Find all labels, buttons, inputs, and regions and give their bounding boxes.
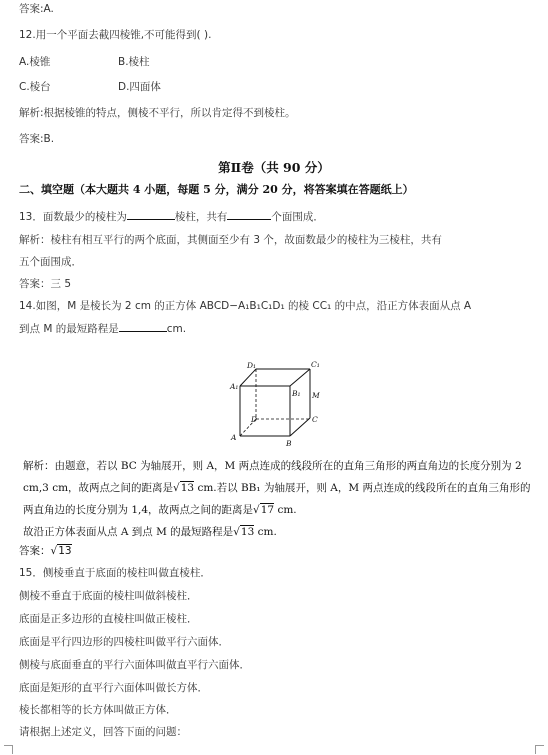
- analysis-14-line-2: [23, 481, 530, 495]
- label-d1: D₁: [247, 361, 257, 370]
- q13-blank-1[interactable]: [127, 209, 175, 220]
- definition-3: 底面是平行四边形的四棱柱叫做平行六面体．: [19, 636, 229, 648]
- answer-a: 答案:A.: [19, 3, 54, 15]
- label-c1: C₁: [311, 360, 320, 369]
- answer-b: 答案:B.: [19, 133, 55, 145]
- a14-3-radicand: 17: [260, 504, 275, 516]
- section-title: 第Ⅱ卷（共 90 分）: [218, 160, 330, 175]
- q13-blank-2[interactable]: [227, 209, 271, 220]
- analysis-14-line-3: [23, 503, 297, 517]
- analysis-13-line-1: 解析：棱柱有相互平行的两个底面，其侧面至少有 3 个，故面数最少的棱柱为三棱柱，共有: [19, 234, 442, 246]
- question-13: [19, 209, 324, 224]
- question-15: 15．侧棱垂直于底面的棱柱叫做直棱柱．: [19, 567, 211, 579]
- option-d: D.四面体: [118, 81, 161, 93]
- page-corner-mark: [4, 745, 13, 754]
- option-c: C.棱台: [19, 81, 51, 93]
- answer-13: 答案：三 5: [19, 278, 72, 290]
- q13-text-1: 13．面数最少的棱柱为: [19, 211, 127, 223]
- label-d: D: [251, 415, 258, 424]
- a14-2-radicand: 13: [180, 482, 195, 494]
- label-a: A: [231, 433, 237, 442]
- q14-text-1: 到点 M 的最短路程是: [19, 323, 119, 335]
- label-c: C: [312, 415, 318, 424]
- question-14-line-2: [19, 321, 186, 336]
- a14-3-text-2: cm.: [274, 504, 297, 516]
- a14-4-text-1: 故沿正方体表面从点 A 到点 M 的最短路程是: [23, 526, 234, 538]
- option-a: A.棱锥: [19, 56, 51, 68]
- ans14-label: 答案：: [19, 545, 51, 557]
- label-a1: A₁: [230, 382, 239, 391]
- q13-text-3: 个面围成．: [271, 211, 324, 223]
- label-b1: B₁: [292, 389, 301, 398]
- analysis-14-line-1: 解析：由题意，若以 BC 为轴展开，则 A，M 两点连成的线段所在的直角三角形的两直角边的长度分别为 2: [23, 460, 522, 472]
- label-b: B: [286, 439, 292, 448]
- definition-4: 侧棱与底面垂直的平行六面体叫做直平行六面体．: [19, 659, 250, 671]
- sqrt-icon: √: [50, 545, 58, 557]
- sqrt-icon: √: [233, 526, 240, 538]
- definition-2: 底面是正多边形的直棱柱叫做正棱柱．: [19, 613, 198, 625]
- a14-2-text-1: cm,3 cm，故两点之间的距离是: [23, 482, 174, 494]
- instruction: 请根据上述定义，回答下面的问题：: [19, 726, 187, 738]
- part-heading: 二、填空题（本大题共 4 小题，每题 5 分，满分 20 分，将答案填在答题纸上）: [19, 183, 414, 196]
- q14-text-2: cm.: [166, 323, 187, 335]
- sqrt-icon: √: [173, 482, 180, 494]
- analysis-13-line-2: 五个面围成．: [19, 256, 82, 268]
- definition-1: 侧棱不垂直于底面的棱柱叫做斜棱柱．: [19, 590, 198, 602]
- ans14-radicand: 13: [58, 545, 72, 557]
- definition-6: 棱长都相等的长方体叫做正方体．: [19, 704, 177, 716]
- answer-14: [19, 544, 72, 558]
- definition-5: 底面是矩形的直平行六面体叫做长方体．: [19, 682, 208, 694]
- option-b: B.棱柱: [118, 56, 150, 68]
- a14-3-text-1: 两直角边的长度分别为 1,4，故两点之间的距离是: [23, 504, 254, 516]
- q14-blank[interactable]: [119, 321, 167, 332]
- sqrt-icon: √: [253, 504, 260, 516]
- page-corner-mark: [535, 745, 544, 754]
- a14-4-text-2: cm.: [254, 526, 277, 538]
- question-14-line-1: 14.如图，M 是棱长为 2 cm 的正方体 ABCD−A₁B₁C₁D₁ 的棱 CC₁ 的中点，沿正方体表面从点 A: [19, 300, 472, 312]
- cube-figure: [226, 358, 326, 450]
- analysis-14-line-4: [23, 525, 277, 539]
- label-m: M: [312, 391, 320, 400]
- analysis-12: 解析:根据棱锥的特点，侧棱不平行，所以肯定得不到棱柱。: [19, 107, 296, 119]
- a14-2-text-2: cm.若以 BB₁ 为轴展开，则 A，M 两点连成的线段所在的直角三角形的: [194, 482, 531, 494]
- q13-text-2: 棱柱，共有: [174, 211, 228, 223]
- question-12: 12.用一个平面去截四棱锥,不可能得到( ).: [19, 29, 212, 41]
- a14-4-radicand: 13: [240, 526, 255, 538]
